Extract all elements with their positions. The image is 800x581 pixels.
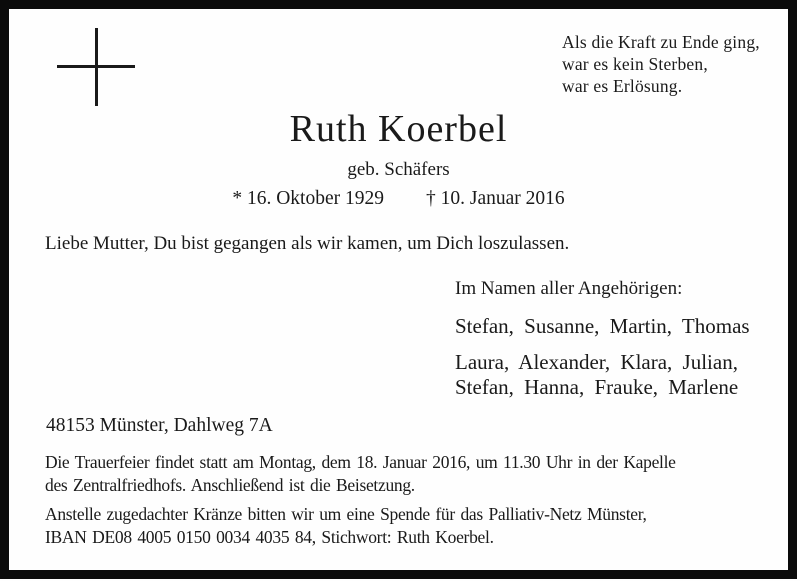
mourners-block <box>455 277 750 400</box>
epitaph-verse <box>562 31 760 97</box>
cross-icon <box>57 28 135 106</box>
life-dates <box>0 186 797 212</box>
mourners-names-line: Laura, Alexander, Klara, Julian, <box>455 350 738 374</box>
home-address: 48153 Münster, Dahlweg 7A <box>46 415 273 436</box>
birth-date: * 16. Oktober 1929 <box>232 188 384 209</box>
donation-info-line: IBAN DE08 4005 0150 0034 4035 84, Stichwort: Ruth Koerbel. <box>45 526 494 547</box>
funeral-info-line: Die Trauerfeier findet statt am Montag, dem 18. Januar 2016, um 11.30 Uhr in der Kapelle <box>45 452 676 472</box>
donation-info-line: Anstelle zugedachter Kränze bitten wir um eine Spende für das Palliativ-Netz Münster, <box>45 504 647 524</box>
farewell-line: Liebe Mutter, Du bist gegangen als wir kamen, um Dich loszulassen. <box>45 233 570 254</box>
cross-horizontal-bar <box>57 65 135 68</box>
deceased-name: Ruth Koerbel <box>289 108 508 150</box>
funeral-info <box>45 451 676 496</box>
epitaph-line: Als die Kraft zu Ende ging, <box>562 32 760 52</box>
epitaph-line: war es kein Sterben, <box>562 54 708 74</box>
mourners-names-line: Stefan, Susanne, Martin, Thomas <box>455 314 750 338</box>
mourners-group1 <box>455 314 750 338</box>
death-date: † 10. Januar 2016 <box>426 188 565 209</box>
maiden-name: geb. Schäfers <box>347 159 450 180</box>
mourners-group2 <box>455 350 750 400</box>
epitaph-line: war es Erlösung. <box>562 76 683 96</box>
mourners-intro: Im Namen aller Angehörigen: <box>455 278 683 299</box>
funeral-info-line: des Zentralfriedhofs. Anschließend ist die Beisetzung. <box>45 474 415 495</box>
mourners-names-line: Stefan, Hanna, Frauke, Marlene <box>455 375 739 399</box>
donation-info <box>45 503 647 548</box>
